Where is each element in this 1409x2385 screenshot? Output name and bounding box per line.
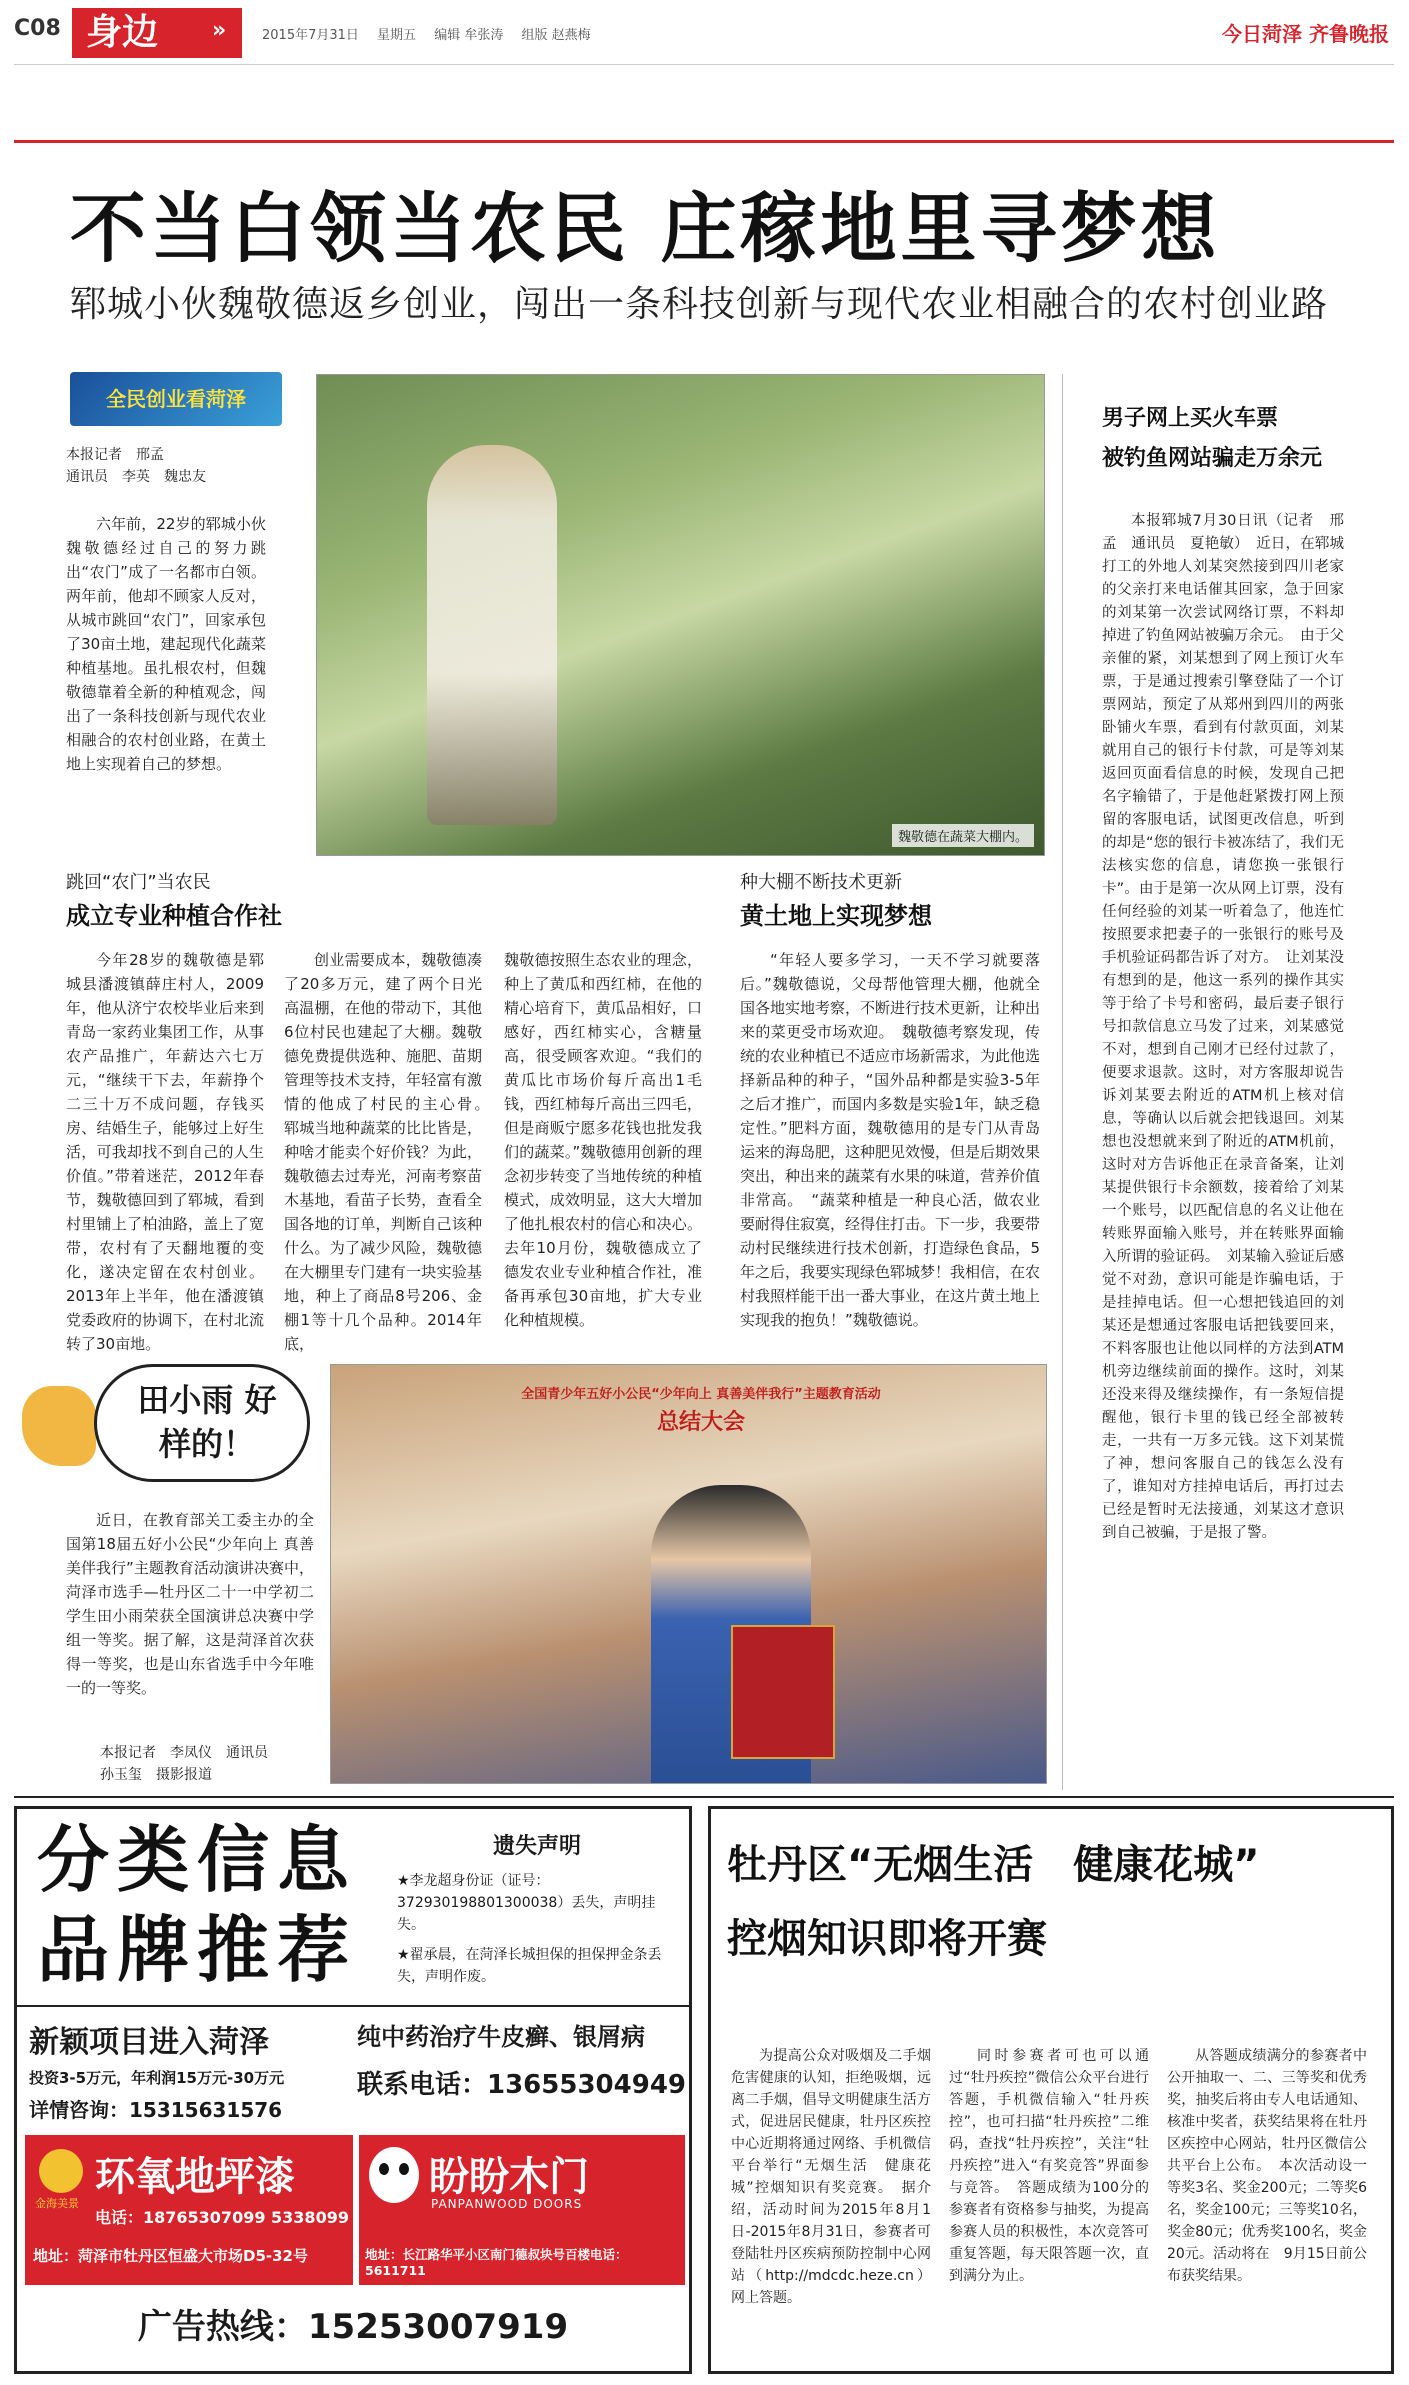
brand1-name: 环氧地坪漆 [95, 2154, 295, 2200]
byline-reporter: 本报记者 邢孟 [66, 447, 164, 463]
issue-weekday: 星期五 [377, 28, 417, 43]
double-chevron-icon: » [212, 18, 227, 43]
lead-byline [66, 444, 286, 488]
praise-bubble [22, 1364, 312, 1486]
award-banner: 全国青少年五好小公民“少年向上 真善美伴我行”主题教育活动 [521, 1387, 881, 1402]
ad-rule [14, 1796, 1394, 1798]
greenhouse-photo [316, 374, 1045, 856]
sec2-title: 黄土地上实现梦想 [740, 902, 932, 930]
praise-byline-reporter: 本报记者 李凤仪 通讯员 [100, 1745, 268, 1761]
lost-notice-title: 遗失声明 [492, 1834, 581, 1859]
brand2-address: 地址：长江路华平小区南门德叔块号百楼电话：5611711 [365, 2247, 628, 2278]
smoke-title-2: 控烟知识即将开赛 [727, 1916, 1047, 1962]
ad-big-line2: 品牌推荐 [37, 1907, 358, 1992]
medicine-title: 纯中药治疗牛皮癣、银屑病 [357, 2023, 645, 2051]
header-meta [262, 24, 605, 43]
sec1-kicker: 跳回“农门”当农民 [66, 872, 211, 893]
page-number: C08 [14, 16, 61, 41]
sec1-col2: 创业需要成本，魏敬德凑了20多万元，建了两个日光高温棚，在他的带动下，其他6位村民也建起了大棚。魏敬德免费提供选种、施肥、苗期管理等技术支持，年轻富有激情的他成了村民的主心骨。 郓城当地种蔬菜的比比皆是，种啥才能卖个好价钱？为此，魏敬德去过寿光，河南考察苗木基地，看苗子长势，查看全国各地的订单，判断自己该种什么。为了减少风险，魏敬德在大棚里专门建有一块实验基地，种上了商品8号206、金棚1等十几个品种。2014年底， [284, 951, 498, 1353]
editor-credit: 编辑 牟张涛 [434, 28, 504, 43]
photo-caption: 魏敬德在蔬菜大棚内。 [892, 824, 1034, 847]
lost-notice-item-2: ★翟承晨，在菏泽长城担保的担保押金条丢失，声明作废。 [397, 1947, 662, 1985]
right-title-1: 男子网上买火车票 [1102, 406, 1279, 431]
column-divider [1062, 374, 1063, 1790]
medicine-phone: 联系电话：13655304949 [357, 2070, 686, 2100]
brand2-en: PANPANWOOD DOORS [431, 2197, 583, 2211]
farmer-figure [427, 445, 557, 825]
byline-correspondent: 通讯员 李英 魏忠友 [66, 469, 206, 485]
brand1-phone: 电话：18765307099 5338099 [95, 2208, 349, 2227]
sec1-col3: 魏敬德按照生态农业的理念，种上了黄瓜和西红柿，在他的精心培育下，黄瓜品相好，口感好，西红柿实心，含糖量高，很受顾客欢迎。“我们的黄瓜比市场价每斤高出1毛钱，西红柿每斤高出三四毛，但是商贩宁愿多花钱也批发我们的蔬菜。”魏敬德用创新的理念初步转变了当地传统的种植模式，成效明显，这大大增加了他扎根农村的信心和决心。去年10月份，魏敬德成立了德发农业专业种植合作社，准备再承包30亩地，扩大专业化种植规模。 [504, 951, 702, 1329]
lead-subhead: 郓城小伙魏敬德返乡创业，闯出一条科技创新与现代农业相融合的农村创业路 [70, 284, 1329, 325]
lost-notice [397, 1829, 677, 1988]
praise-bubble-text: 田小雨 好样的！ [137, 1381, 277, 1463]
header-rule [14, 64, 1394, 65]
award-photo [330, 1364, 1047, 1784]
award-banner-title: 总结大会 [656, 1410, 745, 1435]
praise-byline-photo: 孙玉玺 摄影报道 [100, 1767, 212, 1783]
brand1-sub: 金海美景 [35, 2197, 79, 2210]
medicine-ad [357, 2017, 687, 2101]
award-certificate [731, 1625, 835, 1759]
project-ad [29, 2017, 349, 2123]
lead-intro: 六年前，22岁的郓城小伙魏敬德经过自己的努力跳出“农门”成了一名都市白领。两年前，他却不顾家人反对，从城市跳回“农门”，回家承包了30亩土地，建起现代化蔬菜种植基地。虽扎根农村，但魏敬德靠着全新的种植观念，闯出了一条科技创新与现代农业相融合的农村创业路，在黄土地上实现着自己的梦想。 [66, 515, 266, 773]
praise-body: 近日，在教育部关工委主办的全国第18届五好小公民“少年向上 真善美伴我行”主题教育活动演讲决赛中，菏泽市选手—牡丹区二十一中学初二学生田小雨荣获全国演讲总决赛中学组一等奖。据了解，这是菏泽首次获得一等奖，也是山东省选手中今年唯一的一等奖。 [66, 1511, 314, 1697]
section-label: 身边 [86, 12, 159, 53]
project-subtitle: 投资3-5万元，年利润15万元-30万元 [29, 2069, 285, 2087]
right-body: 本报郓城7月30日讯（记者 邢孟 通讯员 夏艳敏） 近日，在郓城打工的外地人刘某突然接到四川老家的父亲打来电话催其回家，急于回家的刘某第一次尝试网络订票，不料却掉进了钓鱼网站被骗万余元。 由于父亲催的紧，刘某想到了网上预订火车票，于是通过搜索引擎登陆了一个订票网站，预定了从郑州到四川的两张卧铺火车票，看到有付款页面，刘某就用自己的银行卡付款，可是等刘某返回页面看信息的时候，发现自己把名字输错了，于是他赶紧拨打网上预留的客服电话，试图更改信息，听到的却是“您的银行卡被冻结了，我们无法核实您的信息，请您换一张银行卡”。由于是第一次从网上订票，没有任何经验的刘某一听着急了，他连忙按照要求把妻子的一张银行的账号及手机验证码都告诉了对方。 让刘某没有想到的是，他这一系列的操作其实等于给了卡号和密码，最后妻子银行号扣款信息立马发了过来，刘某感觉不对，想到自己刚才已经付过款了，便要求退款。这时，对方客服却说告诉刘某要去附近的ATM机上核对信息，等确认以后就会把钱退回。刘某想也没想就来到了附近的ATM机前，这时对方告诉他正在录音备案，让刘某提供银行卡余额数，接着给了刘某一个账号，以匹配信息的名义让他在转账界面输入账号，并在转账界面输入所谓的验证码。 刘某输入验证后感觉不对劲，意识可能是诈骗电话，于是挂掉电话。但一心想把钱追回的刘某还是想通过客服电话把钱要回来，不料客服也让他以同样的方法到ATM机旁边继续前面的操作。这时，刘某还没来得及继续操作，有一条短信提醒他，银行卡里的钱已经全部被转走，一共有一万多元钱。这下刘某慌了神，想问客服自己的钱怎么没有了，谁知对方挂掉电话后，再打过去已经是暂时无法接通，刘某这才意识到自己被骗，于是报了警。 [1102, 513, 1344, 1541]
edition-name: 今日菏泽 齐鲁晚报 [1222, 22, 1389, 46]
headline-rule [14, 140, 1394, 143]
classified-ad-box [14, 1806, 692, 2374]
praise-byline [100, 1742, 330, 1786]
sec2-body: “年轻人要多学习，一天不学习就要落后。”魏敬德说，父母帮他管理大棚，他就全国各地实地考察，不断进行技术更新，让种出来的菜更受市场欢迎。 魏敬德考察发现，传统的农业种植已不适应市场新需求，为此他选择新品种的种子，“国外品种都是实验3-5年之后才推广，而国内多数是实验1年，缺乏稳定性。”肥料方面，魏敬德用的是专门从青岛运来的海岛肥，这种肥见效慢，但是后期效果突出，种出来的蔬菜有水果的味道，营养价值非常高。 “蔬菜种植是一种良心活，做农业要耐得住寂寞，经得住打击。下一步，我要带动村民继续进行技术创新，打造绿色食品，5年之后，我要实现绿色郓城梦！我相信，在农村我照样能干出一番大事业，在这片黄土地上实现我的抱负！”魏敬德说。 [740, 951, 1041, 1329]
brand-logo-icon [39, 2149, 83, 2193]
brand1-address: 地址：菏泽市牡丹区恒盛大市场D5-32号 [33, 2247, 308, 2265]
epoxy-floor-ad [25, 2135, 353, 2285]
layout-credit: 组版 赵燕梅 [521, 28, 591, 43]
smoke-free-box [708, 1806, 1394, 2374]
wood-door-ad [359, 2135, 685, 2285]
project-phone: 详情咨询：15315631576 [29, 2098, 283, 2122]
lost-notice-item-1: ★李龙超身份证（证号：372930198801300038）丢失，声明挂失。 [397, 1873, 656, 1933]
smoke-title-1: 牡丹区“无烟生活 健康花城” [727, 1842, 1260, 1888]
project-title: 新颖项目进入菏泽 [29, 2025, 269, 2060]
lead-headline: 不当白领当农民 庄稼地里寻梦想 [70, 184, 1221, 273]
brand2-name: 盼盼木门 [429, 2154, 589, 2200]
panda-logo-icon [369, 2147, 419, 2203]
issue-date: 2015年7月31日 [262, 28, 359, 43]
sec1-title: 成立专业种植合作社 [66, 902, 282, 930]
column-badge: 全民创业看菏泽 [70, 372, 282, 426]
ad-hotline: 广告热线：15253007919 [137, 2307, 569, 2347]
right-title-2: 被钓鱼网站骗走万余元 [1102, 446, 1323, 471]
sec1-col1: 今年28岁的魏敬德是郓城县潘渡镇薛庄村人，2009年，他从济宁农校毕业后来到青岛一家药业集团工作，从事农产品推广，年薪达六七万元，“继续干下去，年薪挣个二三十万不成问题，存钱买房、结婚生子，能够过上好生活，可我却找不到自己的人生价值。”带着迷茫，2012年春节，魏敬德回到了郓城，看到村里铺上了柏油路，盖上了宽带，农村有了天翻地覆的变化，遂决定留在农村创业。2013年上半年，他在潘渡镇党委政府的协调下，在村北流转了30亩地。 [66, 951, 264, 1353]
thumbs-up-icon [22, 1386, 96, 1466]
smoke-col3: 从答题成绩满分的参赛者中公开抽取一、二、三等奖和优秀奖，抽奖后将由专人电话通知、核准中奖者，获奖结果将在牡丹区疾控中心网站，牡丹区微信公共平台上公布。 本次活动设一等奖3名、奖金200元；二等奖6名，奖金100元；三等奖10名，奖金80元；优秀奖100名，奖金20元。活动将在 9月15日前公布获奖结果。 [1167, 2048, 1367, 2284]
smoke-col2: 同时参赛者可也可以通过“牡丹疾控”微信公众平台进行答题，手机微信输入“牡丹疾控”，也可扫描“牡丹疾控”二维码，查找“牡丹疾控”，关注“牡丹疾控”进入“有奖竞答”界面参与竞答。 答题成绩为100分的参赛者有资格参与抽奖，为提高参赛人员的积极性，本次竞答可重复答题，每天限答题一次，直到满分为止。 [949, 2048, 1149, 2284]
sec2-kicker: 种大棚不断技术更新 [740, 872, 902, 893]
ad-big-line1: 分类信息 [37, 1817, 358, 1902]
smoke-col1: 为提高公众对吸烟及二手烟危害健康的认知，拒绝吸烟，远离二手烟，倡导文明健康生活方式，促进居民健康，牡丹区疾控中心近期将通过网络、手机微信平台举行“无烟生活 健康花城”控烟知识有奖竞赛。 据介绍，活动时间为2015年8月1日-2015年8月31日，参赛者可登陆牡丹区疾病预防控制中心网站（http://mdcdc.heze.cn）网上答题。 [731, 2048, 931, 2306]
